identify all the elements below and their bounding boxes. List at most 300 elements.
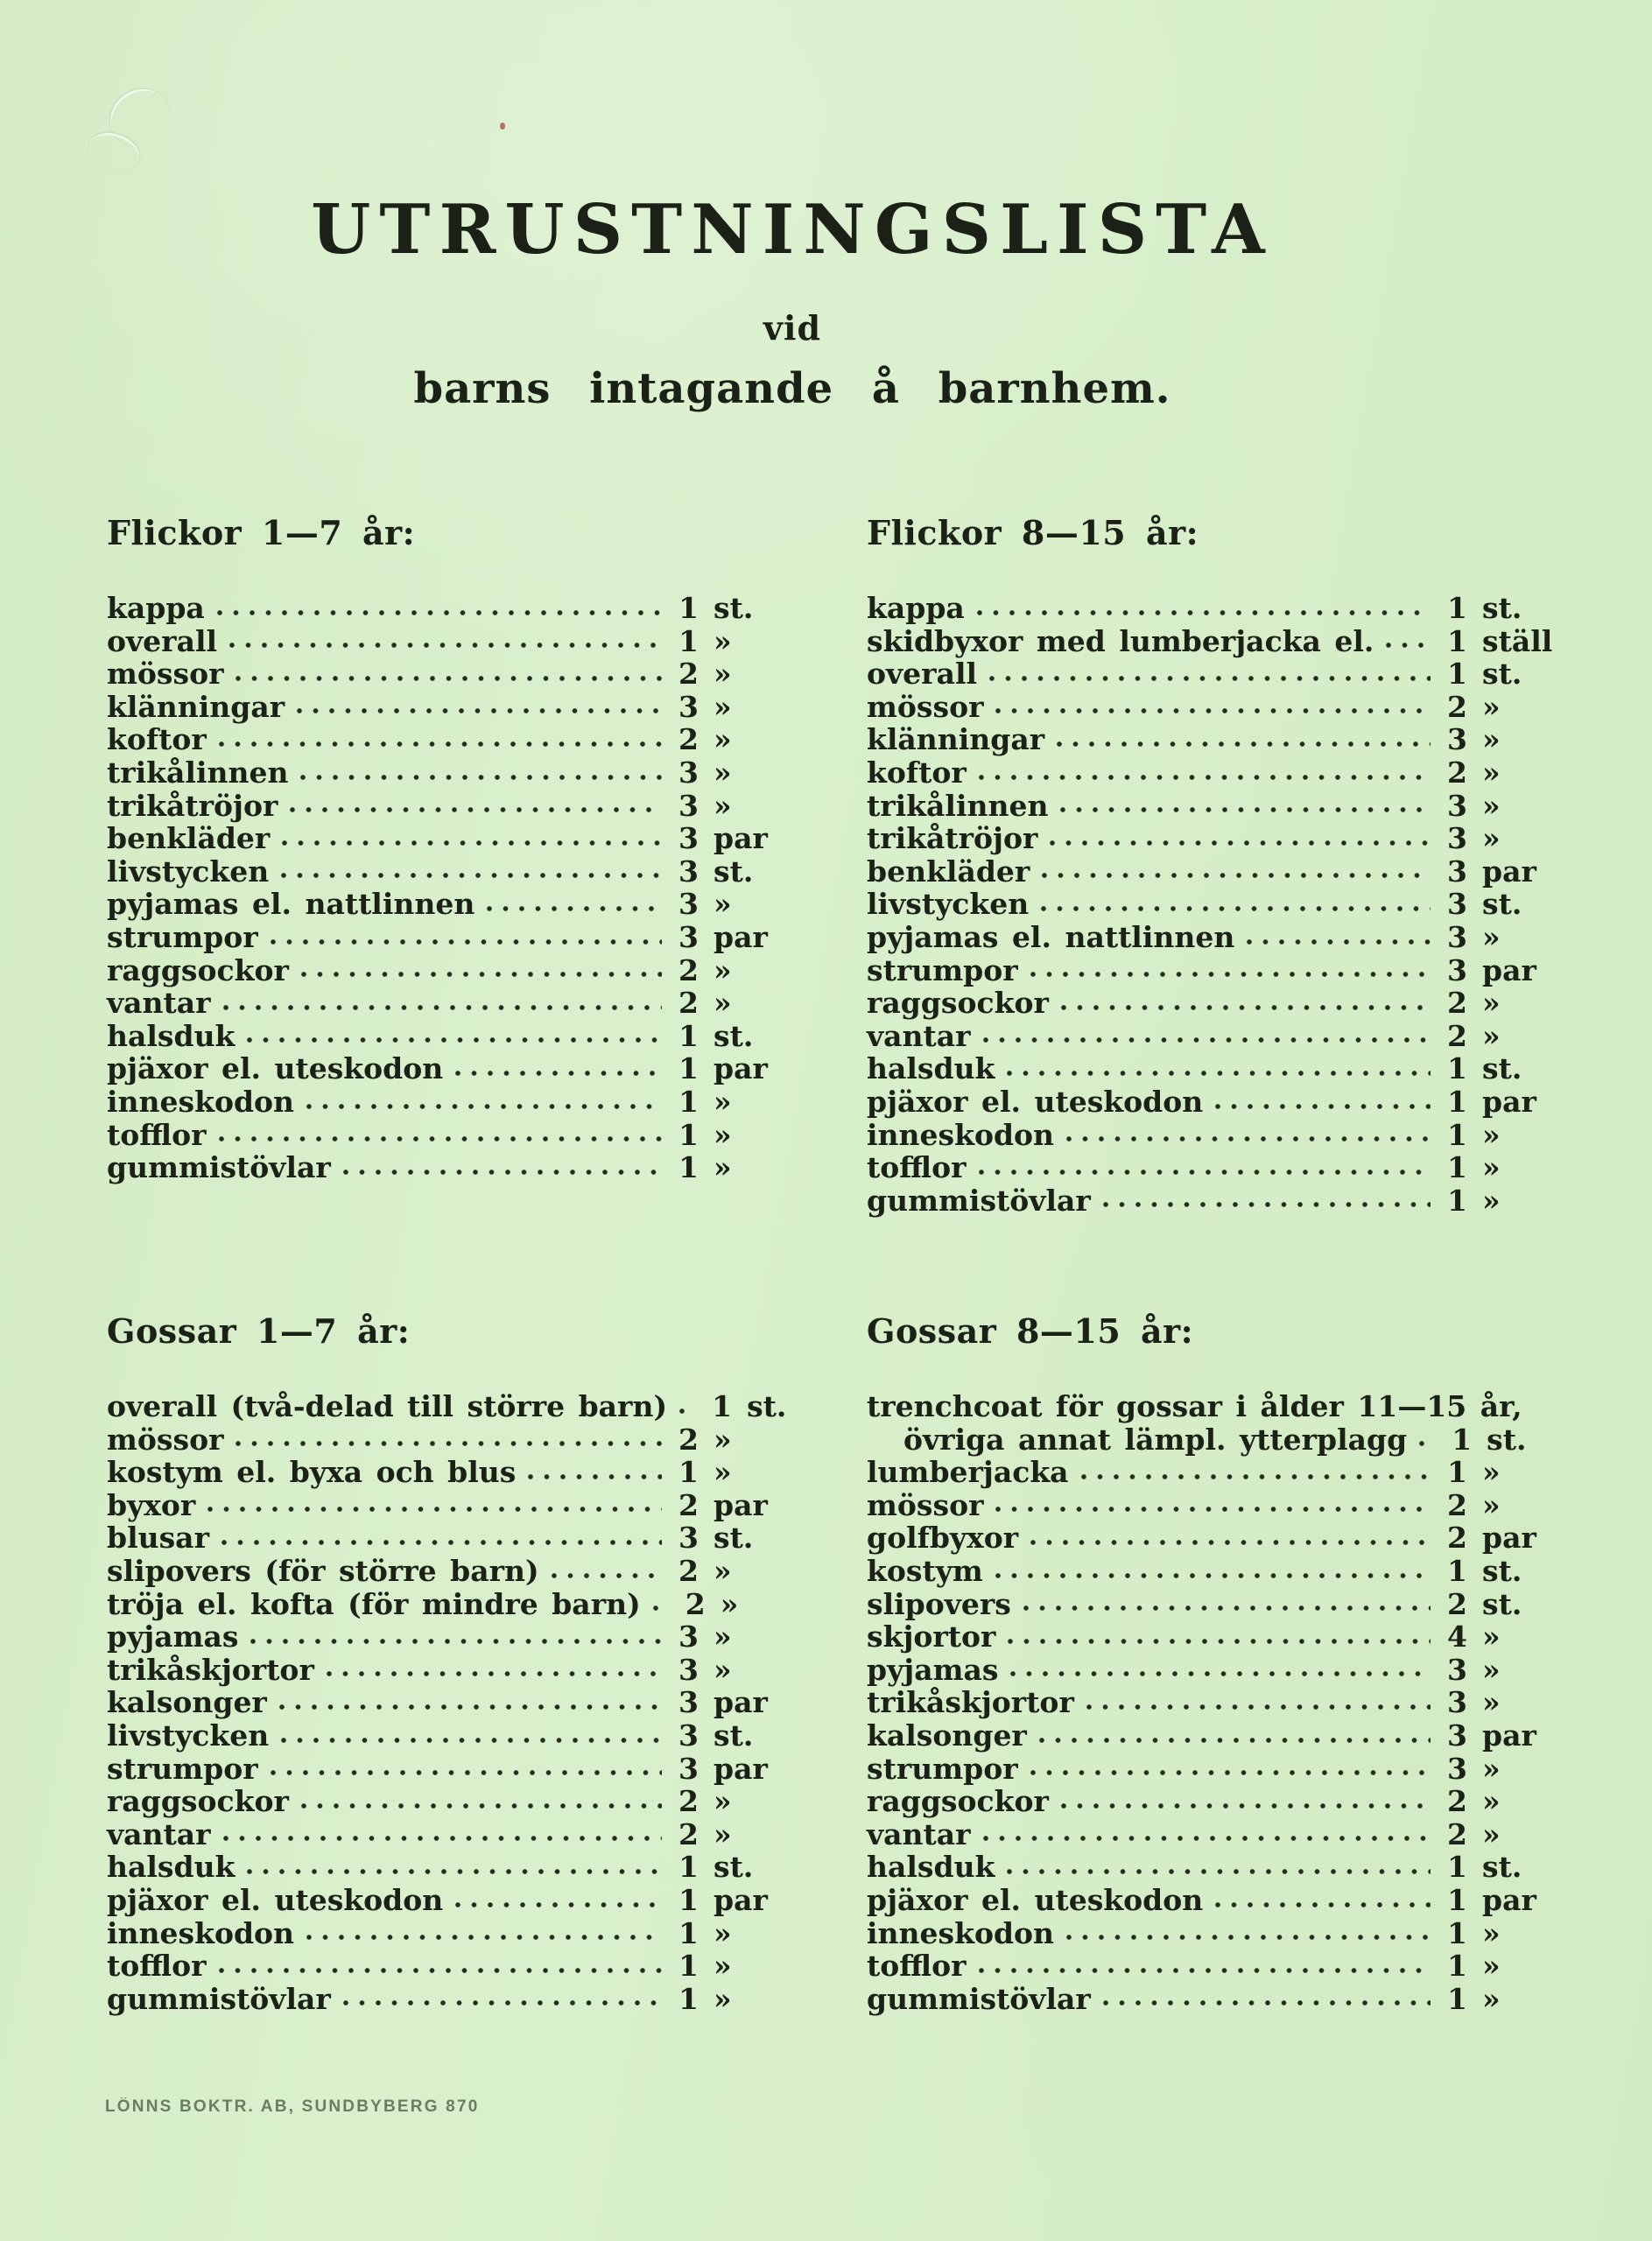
dot-leader <box>1103 1199 1431 1210</box>
list-item <box>107 1150 803 1184</box>
item-quantity: 2 <box>1447 1586 1467 1621</box>
item-quantity: 2 <box>1447 1784 1467 1819</box>
list-item <box>867 1455 1571 1488</box>
item-unit: » <box>1482 1949 1501 1984</box>
list-item <box>107 1554 803 1587</box>
list-item <box>867 1784 1571 1817</box>
dot-leader <box>217 608 662 618</box>
list-item <box>107 1883 803 1916</box>
dot-leader <box>1030 1767 1431 1778</box>
dot-leader <box>1030 1537 1431 1548</box>
item-label: trikåskjortor <box>107 1652 314 1687</box>
dot-leader <box>1030 969 1431 980</box>
item-label: overall <box>107 623 218 658</box>
item-label: raggsockor <box>867 1784 1049 1819</box>
item-unit: par <box>714 1882 768 1917</box>
item-label: trikåtröjor <box>107 788 278 823</box>
list-item <box>867 1521 1571 1554</box>
list-item <box>107 1817 803 1851</box>
item-unit: » <box>714 1117 732 1152</box>
list-item <box>867 1916 1571 1949</box>
dot-leader <box>1007 1866 1431 1877</box>
item-label: skjortor <box>867 1619 996 1654</box>
item-label: strumpor <box>867 952 1018 987</box>
dot-leader <box>989 673 1431 684</box>
list-item <box>107 1653 803 1686</box>
item-quantity: 3 <box>1447 854 1467 889</box>
item-quantity: 1 <box>678 623 699 658</box>
dot-leader <box>653 1603 669 1613</box>
dot-leader <box>300 772 662 783</box>
item-label: inneskodon <box>867 1117 1055 1152</box>
item-quantity: 1 <box>712 1389 733 1423</box>
item-label: klänningar <box>107 689 285 724</box>
list-item <box>867 1019 1571 1052</box>
item-label: koftor <box>867 755 967 790</box>
item-label: trikålinnen <box>107 755 289 790</box>
item-unit: » <box>1482 821 1501 856</box>
list-item <box>107 1019 803 1052</box>
item-label: trikålinnen <box>867 788 1049 823</box>
list-item <box>107 657 803 690</box>
printer-imprint: LÖNNS BOKTR. AB, SUNDBYBERG 870 <box>105 2097 480 2116</box>
item-label: skidbyxor med lumberjacka el. <box>867 623 1374 658</box>
item-unit: par <box>1482 854 1536 889</box>
dot-leader <box>282 838 662 848</box>
dot-leader <box>1215 1101 1431 1112</box>
item-unit: par <box>1482 1521 1536 1556</box>
item-unit: » <box>1482 919 1501 954</box>
document-title: UTRUSTNINGSLISTA <box>311 190 1274 270</box>
item-unit: st. <box>1482 591 1522 625</box>
item-quantity: 3 <box>1447 952 1467 987</box>
item-quantity: 3 <box>678 689 699 724</box>
dot-leader <box>250 1636 662 1647</box>
list-item <box>867 591 1571 624</box>
item-quantity: 2 <box>678 1553 699 1588</box>
list-item <box>867 1718 1571 1752</box>
dot-leader <box>343 1998 662 2008</box>
item-quantity: 3 <box>1447 887 1467 922</box>
item-label: vantar <box>107 1816 211 1851</box>
dot-leader <box>1057 739 1431 749</box>
dot-leader <box>229 640 662 650</box>
item-quantity: 3 <box>678 1751 699 1786</box>
item-quantity: 3 <box>678 788 699 823</box>
item-unit: » <box>1482 1915 1501 1950</box>
item-label: gummistövlar <box>107 1981 331 2016</box>
dot-leader <box>455 1068 662 1078</box>
item-quantity: 2 <box>678 657 699 692</box>
item-label: raggsockor <box>107 1784 289 1819</box>
dot-leader <box>1386 640 1431 650</box>
section-gossar-1-7 <box>107 1310 803 2014</box>
item-label: pjäxor el. uteskodon <box>107 1882 444 1917</box>
item-quantity: 1 <box>1447 1117 1467 1152</box>
item-unit: par <box>714 1751 768 1786</box>
list-item <box>867 1653 1571 1686</box>
item-unit: » <box>714 1784 732 1819</box>
list-item <box>867 722 1571 755</box>
item-unit: » <box>714 657 732 692</box>
item-quantity: 3 <box>1447 722 1467 757</box>
item-unit: par <box>714 1487 768 1522</box>
dot-leader <box>297 706 662 716</box>
item-label: halsduk <box>107 1018 235 1053</box>
list-item <box>867 854 1571 888</box>
item-unit: » <box>714 1084 732 1119</box>
list-item <box>107 920 803 953</box>
item-quantity: 1 <box>678 591 699 625</box>
item-quantity: 2 <box>685 1586 706 1621</box>
dot-leader <box>279 1702 662 1712</box>
item-list <box>867 591 1571 1216</box>
list-item <box>867 1389 1571 1423</box>
item-unit: » <box>1482 1487 1501 1522</box>
dot-leader <box>301 1801 662 1811</box>
item-unit: » <box>1482 689 1501 724</box>
dot-leader <box>247 1866 662 1877</box>
list-item <box>107 755 803 789</box>
item-unit: » <box>1482 1816 1501 1851</box>
item-quantity: 3 <box>678 821 699 856</box>
dot-leader <box>1039 1735 1431 1746</box>
item-label: strumpor <box>107 919 258 954</box>
list-item <box>867 1949 1571 1982</box>
dot-leader <box>219 1965 662 1976</box>
dot-leader <box>983 1833 1431 1844</box>
dot-leader <box>1419 1438 1435 1449</box>
item-unit: » <box>1482 986 1501 1021</box>
item-quantity: 1 <box>678 1915 699 1950</box>
item-label: vantar <box>867 1816 971 1851</box>
item-unit: » <box>714 1150 732 1185</box>
list-item <box>867 1817 1571 1851</box>
dot-leader <box>995 706 1431 716</box>
dot-leader <box>1041 903 1431 914</box>
item-quantity: 1 <box>1452 1422 1473 1457</box>
list-item <box>867 1982 1571 2015</box>
dot-leader <box>979 1965 1431 1976</box>
item-unit: » <box>1482 1117 1501 1152</box>
dot-leader <box>301 969 662 980</box>
item-label: strumpor <box>107 1751 258 1786</box>
item-unit: » <box>1482 1652 1501 1687</box>
item-label: gummistövlar <box>867 1183 1091 1218</box>
list-item <box>107 1982 803 2015</box>
item-unit: » <box>714 887 732 922</box>
item-unit: » <box>714 1949 732 1984</box>
item-label: trikåskjortor <box>867 1685 1074 1720</box>
list-item <box>867 1752 1571 1785</box>
item-label: blusar <box>107 1521 209 1556</box>
item-quantity: 2 <box>678 1487 699 1522</box>
list-item <box>107 1752 803 1785</box>
item-label: halsduk <box>867 1051 995 1086</box>
item-quantity: 1 <box>678 1051 699 1086</box>
list-item <box>107 722 803 755</box>
list-item <box>867 887 1571 920</box>
item-quantity: 4 <box>1447 1619 1467 1654</box>
item-label: strumpor <box>867 1751 1018 1786</box>
dot-leader <box>281 870 662 881</box>
item-unit: par <box>714 919 768 954</box>
list-item <box>107 1455 803 1488</box>
item-unit: » <box>714 1455 732 1490</box>
item-unit: » <box>714 1816 732 1851</box>
item-unit: » <box>714 623 732 658</box>
dot-leader <box>207 1504 662 1514</box>
item-unit: st. <box>714 1850 754 1885</box>
item-label: inneskodon <box>867 1915 1055 1950</box>
item-quantity: 2 <box>1447 1487 1467 1522</box>
item-label: halsduk <box>867 1850 995 1885</box>
item-unit: st. <box>714 591 754 625</box>
item-unit: » <box>1482 1784 1501 1819</box>
item-label: kalsonger <box>867 1718 1027 1753</box>
item-quantity: 1 <box>1447 1949 1467 1984</box>
item-unit: » <box>714 952 732 987</box>
item-unit: st. <box>714 1718 754 1753</box>
item-label: pyjamas <box>867 1652 999 1687</box>
section-heading: Flickor 1—7 år: <box>107 513 416 552</box>
item-label: kappa <box>867 591 965 625</box>
dot-leader <box>1050 838 1431 848</box>
item-unit: par <box>1482 1084 1536 1119</box>
item-label: inneskodon <box>107 1915 295 1950</box>
dot-leader <box>1042 870 1431 881</box>
list-item <box>867 1619 1571 1653</box>
item-quantity: 1 <box>1447 1150 1467 1185</box>
dot-leader <box>221 1537 662 1548</box>
item-unit: » <box>1482 722 1501 757</box>
item-unit: » <box>714 689 732 724</box>
item-label: tröja el. kofta (för mindre barn) <box>107 1586 641 1621</box>
list-item <box>107 690 803 723</box>
item-label: kostym <box>867 1553 983 1588</box>
item-quantity: 1 <box>1447 657 1467 692</box>
item-label: benkläder <box>867 854 1030 889</box>
item-unit: st. <box>1482 1553 1522 1588</box>
item-label: trenchcoat för gossar i ålder 11—15 år, <box>867 1389 1522 1423</box>
item-label: livstycken <box>867 887 1030 922</box>
item-label: pjäxor el. uteskodon <box>867 1084 1204 1119</box>
list-item <box>867 1883 1571 1916</box>
list-item <box>107 1685 803 1718</box>
list-item <box>107 591 803 624</box>
item-quantity: 3 <box>1447 1751 1467 1786</box>
item-unit: st. <box>1482 1850 1522 1885</box>
item-quantity: 2 <box>678 1816 699 1851</box>
dot-leader <box>679 1406 695 1416</box>
item-label: slipovers <box>867 1586 1011 1621</box>
item-label: mössor <box>107 657 224 692</box>
item-quantity: 2 <box>678 952 699 987</box>
list-item <box>107 624 803 657</box>
item-unit: » <box>714 1652 732 1687</box>
item-quantity: 3 <box>1447 788 1467 823</box>
dot-leader <box>487 903 662 914</box>
item-list <box>107 1389 803 2014</box>
item-label: vantar <box>107 986 211 1021</box>
list-item <box>107 887 803 920</box>
item-unit: » <box>1482 1619 1501 1654</box>
item-label: inneskodon <box>107 1084 295 1119</box>
list-item <box>867 1150 1571 1184</box>
item-unit: » <box>1482 755 1501 790</box>
dot-leader <box>1103 1998 1431 2008</box>
dot-leader <box>1023 1603 1431 1613</box>
dot-leader <box>1010 1668 1431 1679</box>
dot-leader <box>235 673 662 684</box>
dot-leader <box>552 1570 662 1581</box>
list-item <box>107 1850 803 1883</box>
item-unit: st. <box>1487 1422 1527 1457</box>
item-label: koftor <box>107 722 207 757</box>
dot-leader <box>1066 1134 1431 1144</box>
item-unit: » <box>1482 1455 1501 1490</box>
item-quantity: 2 <box>678 986 699 1021</box>
list-item <box>867 1423 1571 1456</box>
item-quantity: 1 <box>1447 591 1467 625</box>
item-unit: st. <box>714 1018 754 1053</box>
list-item <box>867 1685 1571 1718</box>
section-flickor-8-15 <box>867 512 1571 1216</box>
item-label: tofflor <box>867 1949 967 1984</box>
item-label: kappa <box>107 591 205 625</box>
item-unit: par <box>1482 952 1536 987</box>
item-label: livstycken <box>107 854 270 889</box>
item-label: kostym el. byxa och blus <box>107 1455 517 1490</box>
item-quantity: 1 <box>1447 1850 1467 1885</box>
item-unit: » <box>1482 1018 1501 1053</box>
dot-leader <box>281 1735 662 1746</box>
dot-leader <box>219 739 662 749</box>
dot-leader <box>1247 937 1431 947</box>
section-gossar-8-15 <box>867 1310 1571 2014</box>
list-item <box>107 1949 803 1982</box>
item-unit: st. <box>714 854 754 889</box>
item-unit: st. <box>747 1389 787 1423</box>
list-item <box>867 1051 1571 1085</box>
item-quantity: 1 <box>1447 1051 1467 1086</box>
item-quantity: 1 <box>678 1117 699 1152</box>
item-quantity: 1 <box>1447 1882 1467 1917</box>
dot-leader <box>1060 804 1431 815</box>
item-label: pyjamas el. nattlinnen <box>107 887 475 922</box>
list-item <box>867 920 1571 953</box>
item-label: pyjamas el. nattlinnen <box>867 919 1235 954</box>
item-quantity: 2 <box>1447 1018 1467 1053</box>
list-item <box>107 1085 803 1118</box>
item-quantity: 2 <box>678 722 699 757</box>
item-label: övriga annat lämpl. ytterplagg <box>903 1422 1408 1457</box>
document-subtitle-vid: vid <box>763 308 822 348</box>
item-unit: » <box>1482 1751 1501 1786</box>
dot-leader <box>983 1035 1431 1045</box>
list-item <box>107 1051 803 1085</box>
list-item <box>107 1587 803 1620</box>
dot-leader <box>219 1134 662 1144</box>
list-item <box>867 986 1571 1019</box>
list-item <box>867 1085 1571 1118</box>
item-quantity: 2 <box>678 1784 699 1819</box>
item-quantity: 2 <box>678 1422 699 1457</box>
item-label: kalsonger <box>107 1685 267 1720</box>
dot-leader <box>995 1504 1431 1514</box>
dot-leader <box>235 1438 662 1449</box>
section-heading: Flickor 8—15 år: <box>867 513 1199 552</box>
item-quantity: 1 <box>678 1882 699 1917</box>
item-label: byxor <box>107 1487 196 1522</box>
list-item <box>867 953 1571 987</box>
item-unit: » <box>714 1619 732 1654</box>
dot-leader <box>979 1167 1431 1177</box>
item-quantity: 3 <box>678 854 699 889</box>
item-quantity: 1 <box>678 1018 699 1053</box>
item-label: pyjamas <box>107 1619 239 1654</box>
paper-speck <box>500 123 505 130</box>
section-heading: Gossar 8—15 år: <box>867 1311 1194 1351</box>
item-quantity: 3 <box>678 755 699 790</box>
list-item <box>107 953 803 987</box>
item-label: mössor <box>107 1422 224 1457</box>
item-label: mössor <box>867 1487 984 1522</box>
item-quantity: 3 <box>678 887 699 922</box>
list-item <box>867 821 1571 854</box>
paper-crease-mark <box>83 60 188 178</box>
item-quantity: 3 <box>678 1685 699 1720</box>
item-quantity: 3 <box>678 1718 699 1753</box>
dot-leader <box>455 1900 662 1910</box>
dot-leader <box>1061 1002 1431 1013</box>
item-quantity: 3 <box>678 1521 699 1556</box>
item-quantity: 1 <box>678 1850 699 1885</box>
item-quantity: 1 <box>1447 1981 1467 2016</box>
item-unit: par <box>1482 1718 1536 1753</box>
section-heading: Gossar 1—7 år: <box>107 1311 411 1351</box>
item-unit: » <box>714 722 732 757</box>
dot-leader <box>271 1767 662 1778</box>
dot-leader <box>306 1101 662 1112</box>
list-item <box>107 1718 803 1752</box>
list-item <box>867 1587 1571 1620</box>
item-label: raggsockor <box>107 952 289 987</box>
item-quantity: 3 <box>1447 919 1467 954</box>
item-unit: st. <box>714 1521 754 1556</box>
dot-leader <box>977 608 1431 618</box>
item-unit: » <box>714 755 732 790</box>
item-label: tofflor <box>867 1150 967 1185</box>
item-unit: » <box>720 1586 739 1621</box>
item-label: lumberjacka <box>867 1455 1069 1490</box>
item-quantity: 3 <box>678 1652 699 1687</box>
item-unit: st. <box>1482 887 1522 922</box>
dot-leader <box>1215 1900 1431 1910</box>
list-item <box>867 1554 1571 1587</box>
item-unit: » <box>714 1553 732 1588</box>
item-label: pjäxor el. uteskodon <box>107 1051 444 1086</box>
list-item <box>867 690 1571 723</box>
item-quantity: 3 <box>678 1619 699 1654</box>
item-quantity: 3 <box>1447 1718 1467 1753</box>
item-quantity: 2 <box>1447 1816 1467 1851</box>
item-unit: » <box>1482 1981 1501 2016</box>
item-label: benkläder <box>107 821 271 856</box>
item-quantity: 1 <box>1447 623 1467 658</box>
item-unit: » <box>714 1422 732 1457</box>
item-quantity: 3 <box>678 919 699 954</box>
